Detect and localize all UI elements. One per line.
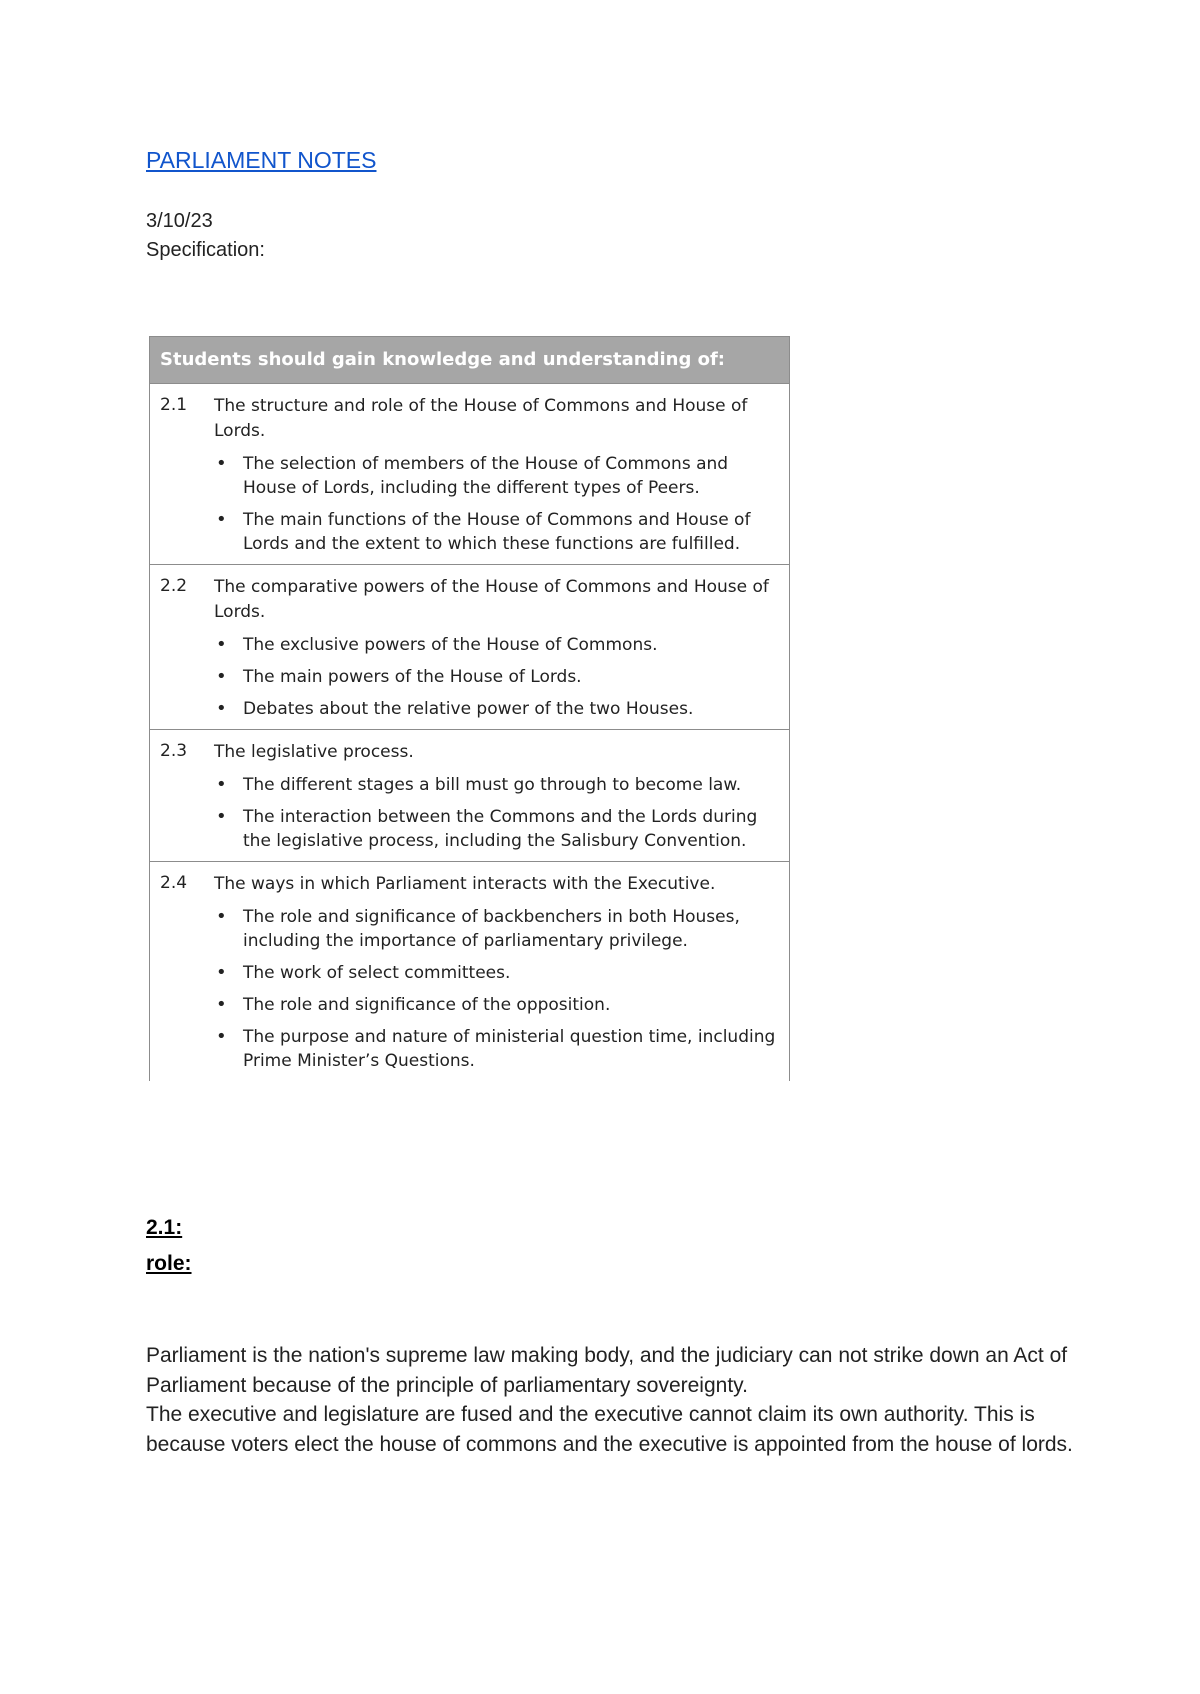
spec-bullet-item: • The purpose and nature of ministerial question time, including Prime Minister’s Questions. <box>214 1025 779 1073</box>
spec-bullet-item: • The selection of members of the House of Commons and House of Lords, including the different types of Peers. <box>214 452 779 500</box>
spec-row-2-3 <box>149 730 790 862</box>
spec-bullet-item: • The main powers of the House of Lords. <box>214 665 779 689</box>
spec-row-number: 2.3 <box>160 741 188 761</box>
spec-bullet-item: • The exclusive powers of the House of Commons. <box>214 633 779 657</box>
spec-row-number: 2.2 <box>160 576 188 596</box>
spec-bullet-item: • The work of select committees. <box>214 961 779 985</box>
specification-label: Specification: <box>146 239 265 261</box>
spec-bullet-item: • Debates about the relative power of the two Houses. <box>214 697 779 721</box>
spec-row-main-text: The comparative powers of the House of Commons and House of Lords. <box>214 577 769 622</box>
spec-bullet-item: • The main functions of the House of Commons and House of Lords and the extent to which these functions are fulfilled. <box>214 508 779 556</box>
document-title[interactable]: PARLIAMENT NOTES <box>146 147 377 173</box>
body-paragraph: Parliament is the nation's supreme law making body, and the judiciary can not strike down an Act of Parliament because of the principle of parliamentary sovereignty. <box>146 1344 1068 1397</box>
spec-bullet-item: • The interaction between the Commons and the Lords during the legislative process, including the Salisbury Convention. <box>214 805 779 853</box>
spec-bullet-item: • The different stages a bill must go through to become law. <box>214 773 779 797</box>
body-paragraph: The executive and legislature are fused and the executive cannot claim its own authority. This is because voters elect the house of commons and the executive is appointed from the house of lords. <box>146 1403 1073 1456</box>
spec-bullet-list <box>214 905 779 1073</box>
spec-table-header: Students should gain knowledge and understanding of: <box>149 336 790 384</box>
spec-bullet-list <box>214 633 779 721</box>
spec-row-2-4 <box>149 862 790 1081</box>
spec-bullet-item: • The role and significance of backbenchers in both Houses, including the importance of parliamentary privilege. <box>214 905 779 953</box>
body-text <box>146 1341 1076 1459</box>
spec-row-main-text: The legislative process. <box>214 742 414 762</box>
spec-row-main-text: The structure and role of the House of Commons and House of Lords. <box>214 396 748 441</box>
section-number-heading: 2.1: <box>146 1216 183 1239</box>
spec-row-2-2 <box>149 565 790 730</box>
document-date: 3/10/23 <box>146 210 213 232</box>
spec-bullet-list <box>214 773 779 853</box>
spec-row-number: 2.1 <box>160 395 188 415</box>
spec-row-2-1 <box>149 384 790 565</box>
spec-bullet-item: • The role and significance of the opposition. <box>214 993 779 1017</box>
spec-row-number: 2.4 <box>160 873 188 893</box>
spec-row-main-text: The ways in which Parliament interacts with the Executive. <box>214 874 716 894</box>
spec-bullet-list <box>214 452 779 556</box>
specification-table <box>149 336 790 1081</box>
section-sub-heading: role: <box>146 1252 192 1275</box>
